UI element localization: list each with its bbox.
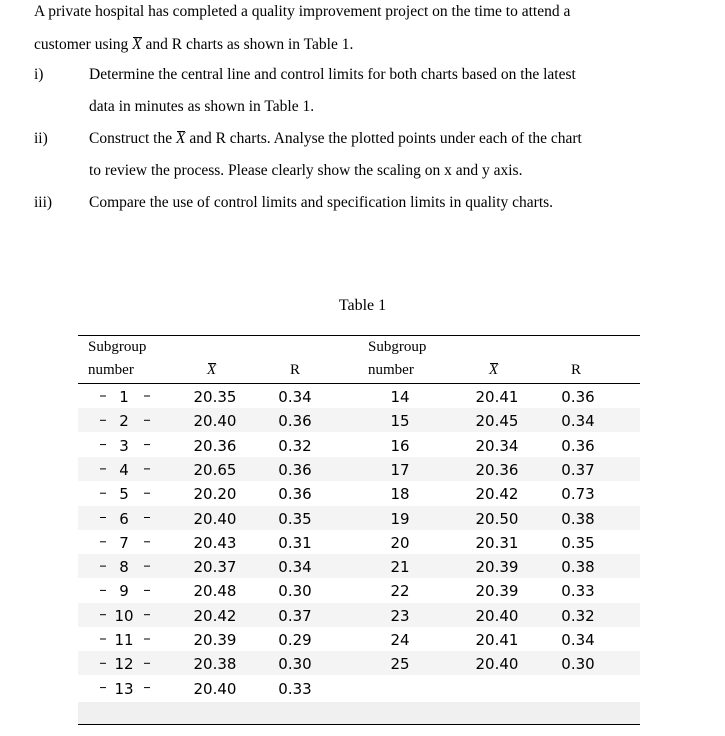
table-cell: 0.34	[278, 558, 312, 577]
table-cell: 3	[119, 436, 129, 455]
header-r-right: R	[571, 362, 582, 378]
table-cell: 20.42	[193, 606, 237, 625]
table-cell: 0.33	[278, 679, 312, 698]
table-cell: 23	[390, 606, 410, 625]
table-cell: 20.38	[193, 655, 237, 674]
table-cell: 8	[119, 558, 129, 577]
table-cell: 20.48	[193, 582, 237, 601]
table-cell: 22	[390, 582, 410, 601]
table-cell: 0.36	[278, 460, 312, 479]
header-subgroup-left: Subgroup	[88, 339, 147, 355]
table-cell: 24	[390, 631, 410, 649]
table-cell: 21	[390, 558, 410, 577]
table-cell: 0.38	[561, 509, 595, 528]
item-number-iii: iii)	[34, 194, 53, 211]
table-cell: 17	[390, 460, 410, 479]
table-cell: 1	[119, 388, 129, 406]
table-cell: 0.37	[278, 606, 312, 625]
header-number-left: number	[88, 362, 134, 378]
table-cell: 0.31	[278, 533, 312, 552]
table-cell: 25	[390, 655, 410, 674]
item-i-line2: data in minutes as shown in Table 1.	[89, 98, 315, 115]
xbar-symbol: X	[207, 362, 217, 378]
item-i-line1: Determine the central line and control limits for both charts based on the latest	[89, 66, 576, 83]
item-iii-line1: Compare the use of control limits and specification limits in quality charts.	[89, 194, 554, 211]
item-ii-text-b: and R charts. Analyse the plotted points under each of the chart	[185, 130, 582, 147]
table-cell: 20.40	[193, 509, 237, 528]
table-cell: 0.34	[278, 388, 312, 406]
table-cell: 20.40	[193, 679, 237, 698]
table-cell: 4	[119, 460, 129, 479]
table-cell: 20.36	[475, 460, 519, 479]
table-cell: 0.33	[561, 582, 595, 601]
item-number-ii: ii)	[34, 130, 48, 147]
xbar-symbol: X	[175, 130, 186, 147]
table-cell: 5	[119, 485, 129, 504]
table-cell: 11	[114, 631, 134, 649]
table-cell: 7	[119, 533, 129, 552]
header-r-left: R	[290, 362, 301, 378]
table-cell: 20	[390, 533, 410, 552]
table-cell: 0.34	[561, 412, 595, 431]
item-ii-text-a: Construct the	[89, 130, 176, 147]
table-cell: 20.65	[193, 460, 237, 479]
table-empty-row	[78, 702, 640, 724]
table-cell: 20.39	[193, 631, 237, 649]
intro-text-b: and R charts as shown in Table 1.	[141, 36, 354, 53]
question-intro-line1: A private hospital has completed a quality improvement project on the time to attend a	[34, 3, 571, 20]
table-cell: 20.34	[475, 436, 519, 455]
table-cell: 19	[390, 509, 410, 528]
question-intro-line2	[34, 36, 353, 54]
table-cell: 0.36	[278, 485, 312, 504]
table-cell: 0.36	[278, 412, 312, 431]
table-cell: 0.35	[278, 509, 312, 528]
table-cell: 20.42	[475, 485, 519, 504]
table-cell: 20.40	[193, 412, 237, 431]
table-cell: 20.37	[193, 558, 237, 577]
table-cell: 14	[390, 388, 410, 406]
table-row-band	[78, 676, 640, 700]
table-cell: 20.40	[475, 655, 519, 674]
table-top-rule	[78, 335, 640, 336]
table-cell: 20.50	[475, 509, 519, 528]
table-cell: 10	[114, 606, 134, 625]
table-cell: 6	[119, 509, 129, 528]
table-bottom-rule	[78, 724, 640, 725]
table-cell: 2	[119, 412, 129, 431]
item-ii-line2: to review the process. Please clearly show the scaling on x and y axis.	[89, 162, 523, 179]
item-number-i: i)	[34, 66, 44, 83]
header-number-right: number	[368, 362, 414, 378]
table-cell: 0.36	[561, 388, 595, 406]
table-cell: 18	[390, 485, 410, 504]
intro-text-a: customer using	[34, 36, 133, 53]
table-cell: 0.34	[561, 631, 595, 649]
table-cell: 20.41	[475, 631, 519, 649]
xbar-symbol: X	[132, 36, 142, 53]
table-cell: 12	[114, 655, 134, 674]
table-cell: 0.37	[561, 460, 595, 479]
header-subgroup-right: Subgroup	[368, 339, 427, 355]
table-cell: 20.39	[475, 558, 519, 577]
table-cell: 9	[119, 582, 129, 601]
table-cell: 20.43	[193, 533, 237, 552]
table-caption: Table 1	[338, 297, 387, 314]
table-cell: 15	[390, 412, 410, 431]
table-cell: 13	[114, 679, 134, 698]
table-cell: 20.20	[193, 485, 237, 504]
table-cell: 20.36	[193, 436, 237, 455]
item-ii-line1	[89, 130, 582, 148]
table-cell: 20.39	[475, 582, 519, 601]
table-cell: 20.45	[475, 412, 519, 431]
header-xbar-right	[489, 362, 498, 379]
table-cell: 0.30	[561, 655, 595, 674]
xbar-symbol: X	[489, 362, 499, 378]
table-cell: 0.30	[278, 582, 312, 601]
table-cell: 20.31	[475, 533, 519, 552]
table-cell: 16	[390, 436, 410, 455]
table-cell: 20.35	[193, 388, 237, 406]
table-cell: 0.29	[278, 631, 312, 649]
table-cell: 0.73	[561, 485, 595, 504]
table-cell: 0.38	[561, 558, 595, 577]
table-cell: 0.32	[561, 606, 595, 625]
table-cell: 0.35	[561, 533, 595, 552]
table-cell: 0.32	[278, 436, 312, 455]
table-cell: 0.30	[278, 655, 312, 674]
table-cell: 20.41	[475, 388, 519, 406]
table-cell: 0.36	[561, 436, 595, 455]
table-cell: 20.40	[475, 606, 519, 625]
table-header-rule	[78, 383, 640, 384]
header-xbar-left	[207, 362, 216, 379]
